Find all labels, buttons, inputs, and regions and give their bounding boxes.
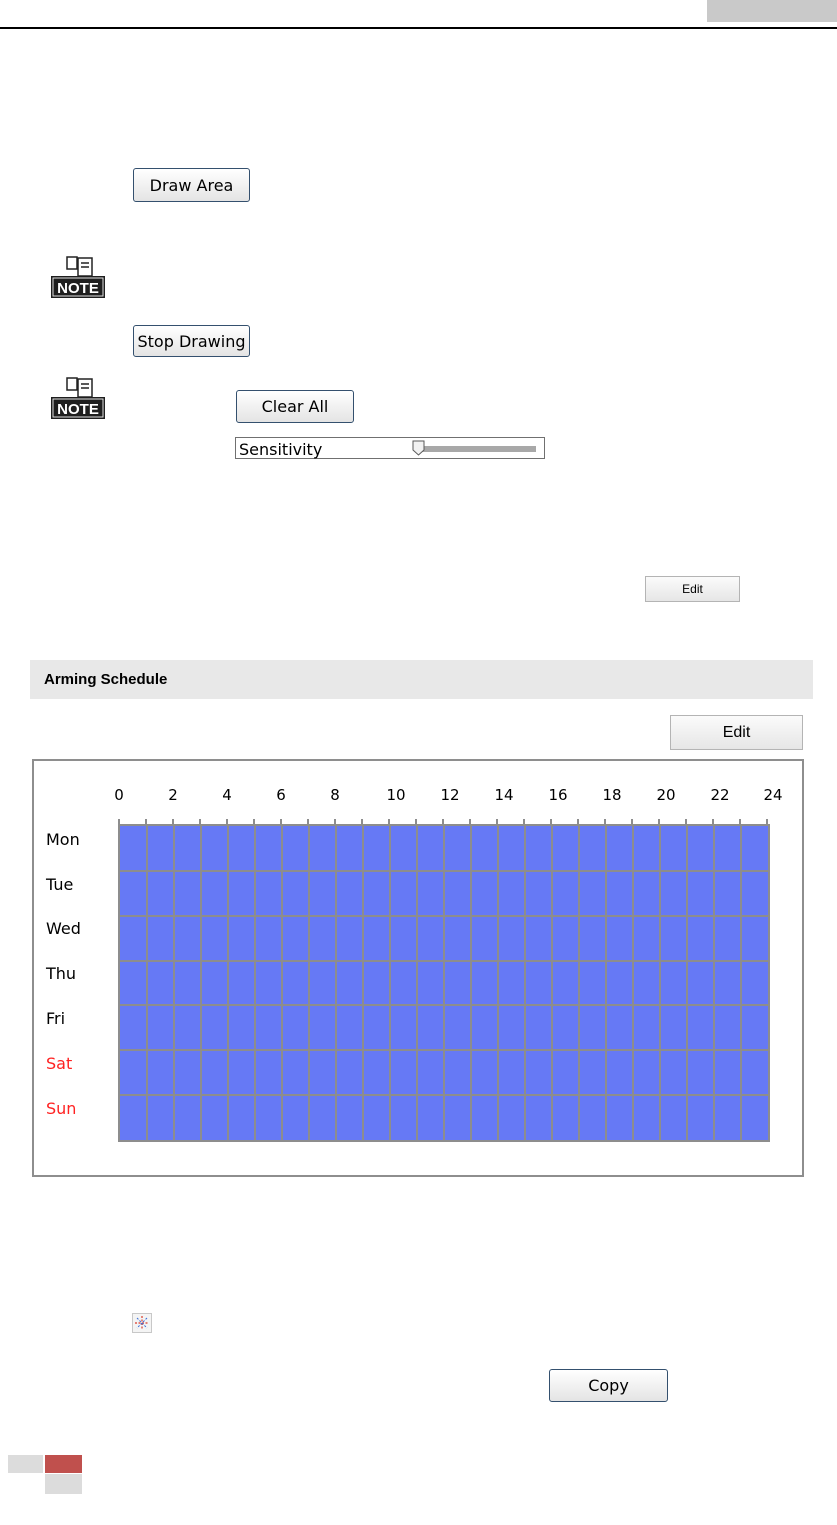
grid-hour-tick: [442, 819, 444, 825]
grid-hour-tick: [469, 819, 471, 825]
grid-hour-tick: [685, 819, 687, 825]
sensitivity-handle[interactable]: [412, 440, 425, 456]
day-label-tue: Tue: [46, 875, 74, 894]
grid-hour-line: [254, 826, 256, 1140]
draw-area-button[interactable]: Draw Area: [133, 168, 250, 202]
note-icon: [50, 256, 106, 300]
grid-hour-tick: [523, 819, 525, 825]
grid-hour-line: [362, 826, 364, 1140]
grid-hour-line: [389, 826, 391, 1140]
grid-hour-tick: [415, 819, 417, 825]
grid-hour-tick: [631, 819, 633, 825]
grid-day-line: [120, 960, 768, 962]
note-icon-text: NOTE: [57, 401, 99, 418]
schedule-copy-icon[interactable]: [132, 1313, 152, 1333]
sensitivity-label: Sensitivity: [239, 440, 323, 459]
hour-label: 20: [656, 786, 676, 804]
header-rule: [0, 27, 837, 29]
day-label-wed: Wed: [46, 919, 81, 938]
grid-hour-tick: [577, 819, 579, 825]
arming-schedule-title: Arming Schedule: [44, 671, 168, 688]
grid-hour-line: [632, 826, 634, 1140]
grid-hour-line: [659, 826, 661, 1140]
grid-hour-tick: [334, 819, 336, 825]
grid-hour-line: [578, 826, 580, 1140]
day-label-mon: Mon: [46, 830, 80, 849]
grid-hour-tick: [280, 819, 282, 825]
stop-drawing-button[interactable]: Stop Drawing: [133, 325, 250, 357]
grid-hour-line: [227, 826, 229, 1140]
arming-schedule-header: [30, 660, 813, 699]
hour-label: 12: [440, 786, 460, 804]
footer-block: [8, 1455, 43, 1473]
grid-hour-line: [146, 826, 148, 1140]
grid-day-line: [120, 1094, 768, 1096]
hour-label: 0: [114, 786, 124, 804]
schedule-edit-button[interactable]: Edit: [670, 715, 803, 750]
grid-hour-tick: [361, 819, 363, 825]
clear-all-button[interactable]: Clear All: [236, 390, 354, 423]
grid-hour-tick: [496, 819, 498, 825]
note-icon: [50, 377, 106, 421]
grid-hour-tick: [307, 819, 309, 825]
grid-hour-tick: [253, 819, 255, 825]
hour-label: 24: [763, 786, 783, 804]
grid-hour-tick: [388, 819, 390, 825]
grid-hour-line: [335, 826, 337, 1140]
copy-button[interactable]: Copy: [549, 1369, 668, 1402]
grid-hour-tick: [550, 819, 552, 825]
grid-hour-tick: [226, 819, 228, 825]
grid-hour-line: [497, 826, 499, 1140]
edit-button-small[interactable]: Edit: [645, 576, 740, 602]
day-label-fri: Fri: [46, 1009, 66, 1028]
day-label-sat: Sat: [46, 1054, 73, 1073]
hour-label: 8: [330, 786, 340, 804]
grid-day-line: [120, 870, 768, 872]
grid-hour-tick: [739, 819, 741, 825]
day-label-sun: Sun: [46, 1099, 77, 1118]
schedule-grid[interactable]: [118, 824, 770, 1142]
grid-hour-line: [713, 826, 715, 1140]
grid-hour-line: [281, 826, 283, 1140]
hour-label: 10: [386, 786, 406, 804]
hour-label: 4: [222, 786, 232, 804]
header-tab-block: [707, 0, 837, 22]
grid-day-line: [120, 1049, 768, 1051]
sensitivity-track[interactable]: [419, 446, 536, 452]
grid-hour-line: [605, 826, 607, 1140]
grid-hour-line: [686, 826, 688, 1140]
sensitivity-slider[interactable]: [235, 437, 545, 459]
grid-hour-line: [740, 826, 742, 1140]
note-icon-text: NOTE: [57, 280, 99, 297]
grid-day-line: [120, 915, 768, 917]
grid-hour-tick: [118, 819, 120, 825]
hour-label: 2: [168, 786, 178, 804]
footer-block: [45, 1474, 82, 1494]
grid-hour-tick: [172, 819, 174, 825]
grid-hour-line: [551, 826, 553, 1140]
grid-hour-line: [308, 826, 310, 1140]
grid-hour-tick: [766, 819, 768, 825]
grid-hour-line: [443, 826, 445, 1140]
hour-label: 18: [602, 786, 622, 804]
grid-hour-line: [524, 826, 526, 1140]
grid-hour-tick: [145, 819, 147, 825]
grid-day-line: [120, 1004, 768, 1006]
grid-hour-line: [173, 826, 175, 1140]
grid-hour-line: [416, 826, 418, 1140]
hour-label: 16: [548, 786, 568, 804]
hour-label: 22: [710, 786, 730, 804]
day-label-thu: Thu: [46, 964, 77, 983]
hour-label: 14: [494, 786, 514, 804]
grid-hour-line: [200, 826, 202, 1140]
grid-hour-tick: [199, 819, 201, 825]
grid-hour-tick: [712, 819, 714, 825]
hour-label: 6: [276, 786, 286, 804]
grid-hour-tick: [604, 819, 606, 825]
grid-hour-tick: [658, 819, 660, 825]
footer-accent-block: [45, 1455, 82, 1473]
grid-hour-line: [470, 826, 472, 1140]
